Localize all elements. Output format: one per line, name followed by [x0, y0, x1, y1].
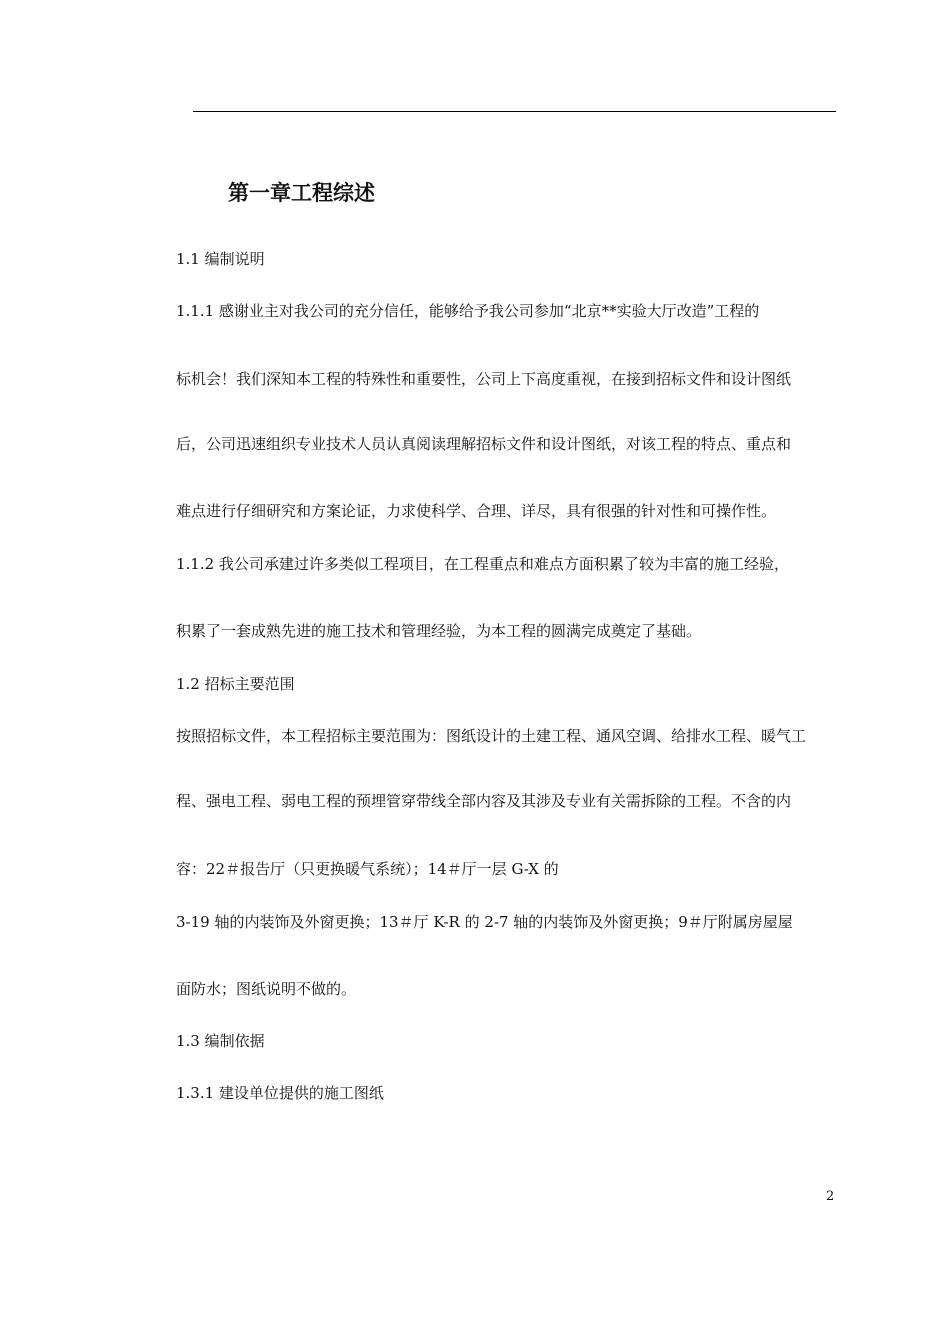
header-rule [193, 111, 836, 112]
section-heading-1-1: 1.1 编制说明 [176, 250, 265, 268]
paragraph-line: 后，公司迅速组织专业技术人员认真阅读理解招标文件和设计图纸，对该工程的特点、重点和 [176, 435, 792, 453]
paragraph-line: 1.1.1 感谢业主对我公司的充分信任，能够给予我公司参加“北京**实验大厅改造”工程的 [176, 302, 760, 320]
paragraph-line: 面防水；图纸说明不做的。 [176, 980, 357, 998]
section-heading-1-2: 1.2 招标主要范围 [176, 675, 295, 693]
paragraph-line: 容：22＃报告厅（只更换暖气系统）；14＃厅一层 G-X 的 [176, 860, 559, 878]
paragraph-line: 程、强电工程、弱电工程的预埋管穿带线全部内容及其涉及专业有关需拆除的工程。不含的内 [176, 792, 792, 810]
page-number: 2 [826, 1189, 835, 1204]
chapter-title: 第一章工程综述 [228, 181, 375, 205]
paragraph-line: 3-19 轴的内装饰及外窗更换；13＃厅 K-R 的 2-7 轴的内装饰及外窗更换；9＃厅附属房屋屋 [176, 913, 793, 931]
paragraph-line: 难点进行仔细研究和方案论证，力求使科学、合理、详尽，具有很强的针对性和可操作性。 [176, 502, 777, 520]
section-heading-1-3-1: 1.3.1 建设单位提供的施工图纸 [176, 1084, 384, 1102]
section-heading-1-3: 1.3 编制依据 [176, 1032, 265, 1050]
paragraph-line: 积累了一套成熟先进的施工技术和管理经验，为本工程的圆满完成奠定了基础。 [176, 622, 702, 640]
paragraph-line: 标机会！我们深知本工程的特殊性和重要性，公司上下高度重视，在接到招标文件和设计图纸 [176, 370, 792, 388]
paragraph-line: 按照招标文件，本工程招标主要范围为：图纸设计的土建工程、通风空调、给排水工程、暖气工 [176, 727, 807, 745]
paragraph-line: 1.1.2 我公司承建过许多类似工程项目，在工程重点和难点方面积累了较为丰富的施工经验， [176, 555, 789, 573]
